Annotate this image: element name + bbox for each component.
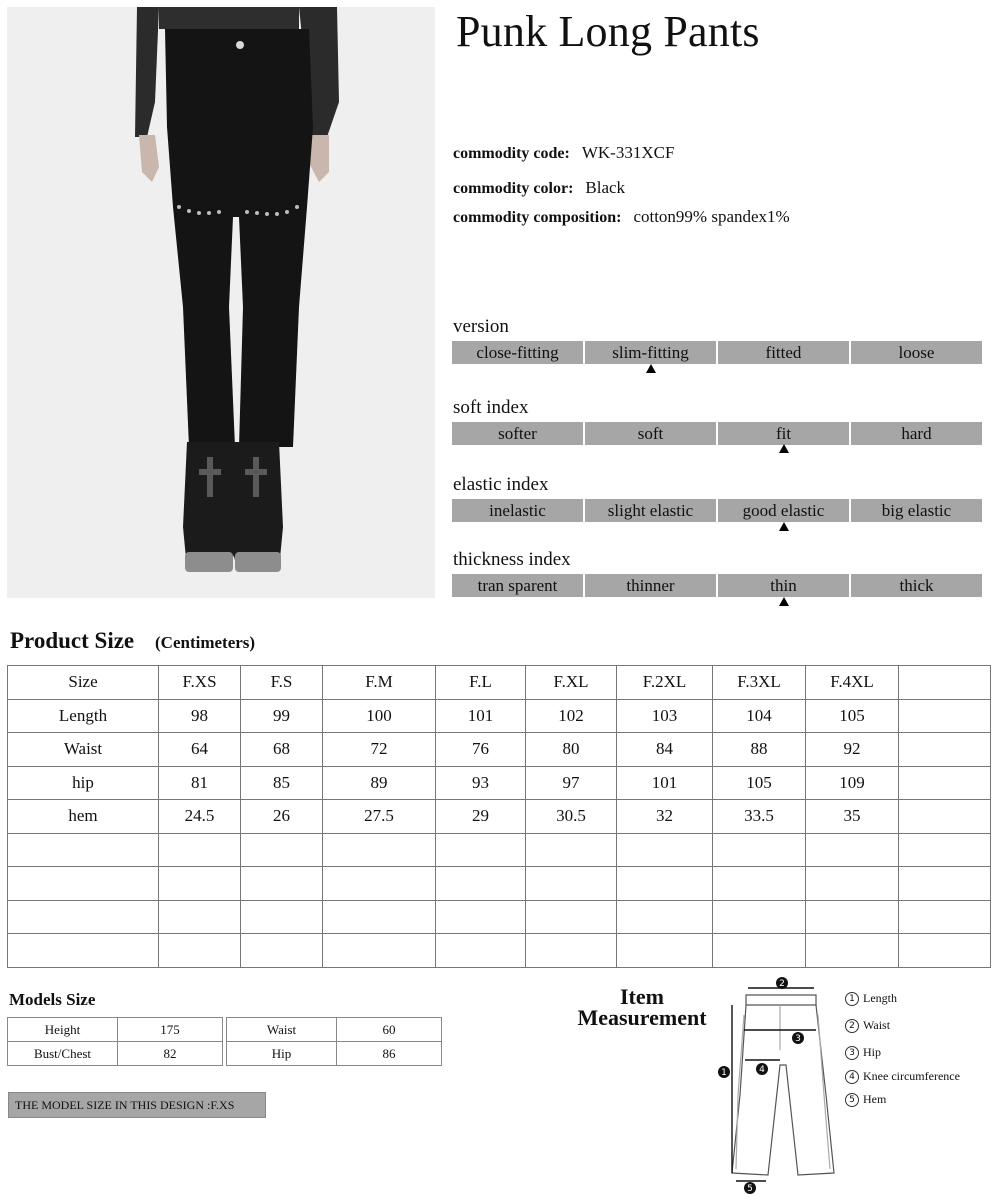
size-value-cell: 93 bbox=[436, 766, 526, 800]
size-header-cell: F.M bbox=[323, 666, 436, 700]
legend-hip bbox=[845, 1045, 881, 1060]
marker-2-number: 2 bbox=[779, 979, 785, 989]
thickness-index-selected-marker bbox=[779, 597, 789, 606]
commodity-color-label: commodity color: bbox=[453, 180, 574, 197]
thickness-index-option: thinner bbox=[585, 574, 716, 597]
size-table-row bbox=[8, 833, 991, 867]
size-table-row bbox=[8, 934, 991, 968]
commodity-code-value: WK-331XCF bbox=[581, 143, 675, 162]
size-header-cell: F.XL bbox=[526, 666, 617, 700]
size-value-cell bbox=[436, 833, 526, 867]
legend-label: Length bbox=[863, 991, 897, 1005]
size-value-cell: 101 bbox=[617, 766, 713, 800]
measurement-markers bbox=[718, 977, 804, 1194]
commodity-composition-value: cotton99% spandex1% bbox=[633, 207, 790, 226]
models-size-row bbox=[227, 1042, 442, 1066]
thickness-index-label: thickness index bbox=[453, 549, 571, 570]
models-size-table-left bbox=[7, 1017, 223, 1066]
size-value-cell bbox=[899, 733, 991, 767]
size-value-cell bbox=[899, 934, 991, 968]
commodity-composition-row bbox=[453, 207, 790, 227]
size-value-cell bbox=[806, 833, 899, 867]
soft-index-option: soft bbox=[585, 422, 716, 445]
product-size-table bbox=[7, 665, 991, 968]
size-value-cell: 97 bbox=[526, 766, 617, 800]
size-row-label: hip bbox=[8, 766, 159, 800]
size-header-row bbox=[8, 666, 991, 700]
commodity-code-label: commodity code: bbox=[453, 145, 570, 162]
product-photo bbox=[7, 7, 435, 598]
size-value-cell bbox=[713, 833, 806, 867]
soft-index-option: softer bbox=[452, 422, 583, 445]
size-value-cell bbox=[323, 900, 436, 934]
version-selected-marker bbox=[646, 364, 656, 373]
size-value-cell bbox=[526, 900, 617, 934]
size-value-cell: 35 bbox=[806, 800, 899, 834]
size-header-cell: F.4XL bbox=[806, 666, 899, 700]
size-value-cell bbox=[806, 934, 899, 968]
soft-index-label: soft index bbox=[453, 397, 529, 418]
size-value-cell: 109 bbox=[806, 766, 899, 800]
soft-index-option: fit bbox=[718, 422, 849, 445]
product-size-table-body bbox=[8, 666, 991, 968]
size-value-cell: 64 bbox=[159, 733, 241, 767]
legend-number-1: 1 bbox=[845, 992, 859, 1006]
size-value-cell bbox=[806, 867, 899, 901]
size-value-cell bbox=[617, 833, 713, 867]
size-table-row bbox=[8, 699, 991, 733]
size-value-cell: 80 bbox=[526, 733, 617, 767]
size-value-cell bbox=[713, 934, 806, 968]
size-value-cell bbox=[436, 867, 526, 901]
commodity-color-row bbox=[453, 178, 625, 198]
legend-waist bbox=[845, 1018, 890, 1033]
size-header-cell: Size bbox=[8, 666, 159, 700]
version-option: slim-fitting bbox=[585, 341, 716, 364]
thickness-index-option: thick bbox=[851, 574, 982, 597]
size-value-cell: 26 bbox=[241, 800, 323, 834]
size-value-cell: 100 bbox=[323, 699, 436, 733]
size-value-cell bbox=[617, 934, 713, 968]
size-value-cell bbox=[241, 833, 323, 867]
size-value-cell: 98 bbox=[159, 699, 241, 733]
models-size-cell: Bust/Chest bbox=[8, 1042, 118, 1066]
size-value-cell: 105 bbox=[713, 766, 806, 800]
size-value-cell bbox=[159, 900, 241, 934]
models-size-cell: Height bbox=[8, 1018, 118, 1042]
size-value-cell bbox=[806, 900, 899, 934]
size-value-cell: 102 bbox=[526, 699, 617, 733]
commodity-code-row bbox=[453, 143, 674, 163]
size-value-cell bbox=[241, 900, 323, 934]
elastic-index-selected-marker bbox=[779, 522, 789, 531]
legend-label: Hip bbox=[863, 1045, 881, 1059]
item-measurement-title-line2: Measurement bbox=[577, 1005, 707, 1030]
size-row-label bbox=[8, 867, 159, 901]
size-value-cell: 92 bbox=[806, 733, 899, 767]
size-value-cell: 68 bbox=[241, 733, 323, 767]
size-row-label bbox=[8, 833, 159, 867]
legend-label: Knee circumference bbox=[863, 1069, 960, 1083]
models-size-row bbox=[8, 1018, 223, 1042]
size-value-cell: 84 bbox=[617, 733, 713, 767]
soft-index-scale bbox=[452, 422, 982, 445]
legend-knee-circumference bbox=[845, 1069, 960, 1084]
size-value-cell: 32 bbox=[617, 800, 713, 834]
product-title: Punk Long Pants bbox=[456, 7, 760, 56]
size-value-cell bbox=[159, 934, 241, 968]
elastic-index-label: elastic index bbox=[453, 474, 549, 495]
size-value-cell: 99 bbox=[241, 699, 323, 733]
size-table-row bbox=[8, 800, 991, 834]
size-value-cell bbox=[526, 867, 617, 901]
elastic-index-scale bbox=[452, 499, 982, 522]
models-size-title: Models Size bbox=[9, 990, 96, 1009]
size-row-label: Length bbox=[8, 699, 159, 733]
size-value-cell: 76 bbox=[436, 733, 526, 767]
elastic-index-option: slight elastic bbox=[585, 499, 716, 522]
size-value-cell bbox=[436, 900, 526, 934]
size-value-cell bbox=[899, 833, 991, 867]
item-measurement-title-line1: Item bbox=[620, 984, 664, 1009]
marker-3-number: 3 bbox=[795, 1034, 801, 1044]
size-value-cell: 30.5 bbox=[526, 800, 617, 834]
legend-label: Waist bbox=[863, 1018, 891, 1032]
size-header-cell: F.3XL bbox=[713, 666, 806, 700]
size-value-cell bbox=[899, 800, 991, 834]
model-wearing-pants-image bbox=[7, 7, 435, 598]
size-value-cell: 81 bbox=[159, 766, 241, 800]
size-value-cell: 88 bbox=[713, 733, 806, 767]
size-value-cell: 29 bbox=[436, 800, 526, 834]
size-table-row bbox=[8, 900, 991, 934]
models-size-cell: 175 bbox=[118, 1018, 223, 1042]
size-header-cell: F.XS bbox=[159, 666, 241, 700]
legend-hem bbox=[845, 1092, 886, 1107]
version-scale bbox=[452, 341, 982, 364]
size-value-cell bbox=[323, 867, 436, 901]
size-header-cell: F.S bbox=[241, 666, 323, 700]
product-size-title: Product Size bbox=[10, 628, 135, 653]
models-size-cell: 82 bbox=[118, 1042, 223, 1066]
size-value-cell bbox=[159, 867, 241, 901]
model-size-note: THE MODEL SIZE IN THIS DESIGN :F.XS bbox=[8, 1092, 266, 1118]
size-value-cell: 104 bbox=[713, 699, 806, 733]
size-value-cell bbox=[241, 867, 323, 901]
legend-length bbox=[845, 991, 897, 1006]
version-option: close-fitting bbox=[452, 341, 583, 364]
size-value-cell: 101 bbox=[436, 699, 526, 733]
size-value-cell: 85 bbox=[241, 766, 323, 800]
size-value-cell bbox=[617, 867, 713, 901]
legend-number-4: 4 bbox=[845, 1070, 859, 1084]
models-size-row bbox=[227, 1018, 442, 1042]
size-header-cell bbox=[899, 666, 991, 700]
models-size-table-right bbox=[226, 1017, 442, 1066]
pants-measurement-diagram bbox=[710, 975, 840, 1197]
models-size-row bbox=[8, 1042, 223, 1066]
size-value-cell: 105 bbox=[806, 699, 899, 733]
size-value-cell bbox=[323, 833, 436, 867]
size-value-cell bbox=[159, 833, 241, 867]
size-value-cell: 27.5 bbox=[323, 800, 436, 834]
legend-number-3: 3 bbox=[845, 1046, 859, 1060]
size-row-label: Waist bbox=[8, 733, 159, 767]
marker-5-number: 5 bbox=[747, 1184, 753, 1194]
size-value-cell: 103 bbox=[617, 699, 713, 733]
size-value-cell: 89 bbox=[323, 766, 436, 800]
models-size-cell: 86 bbox=[337, 1042, 442, 1066]
product-size-unit: (Centimeters) bbox=[155, 633, 256, 652]
models-size-cell: 60 bbox=[337, 1018, 442, 1042]
size-table-row bbox=[8, 733, 991, 767]
item-measurement-title bbox=[564, 986, 720, 1028]
elastic-index-option: good elastic bbox=[718, 499, 849, 522]
version-label: version bbox=[453, 316, 509, 337]
size-value-cell bbox=[436, 934, 526, 968]
size-row-label bbox=[8, 934, 159, 968]
size-value-cell bbox=[526, 833, 617, 867]
size-header-cell: F.2XL bbox=[617, 666, 713, 700]
version-option: fitted bbox=[718, 341, 849, 364]
thickness-index-option: thin bbox=[718, 574, 849, 597]
legend-number-5: 5 bbox=[845, 1093, 859, 1107]
size-value-cell bbox=[241, 934, 323, 968]
size-header-cell: F.L bbox=[436, 666, 526, 700]
marker-4-number: 4 bbox=[759, 1065, 765, 1075]
size-value-cell bbox=[713, 867, 806, 901]
size-row-label: hem bbox=[8, 800, 159, 834]
size-value-cell bbox=[713, 900, 806, 934]
soft-index-selected-marker bbox=[779, 444, 789, 453]
models-size-cell: Waist bbox=[227, 1018, 337, 1042]
soft-index-option: hard bbox=[851, 422, 982, 445]
size-value-cell: 24.5 bbox=[159, 800, 241, 834]
models-size-cell: Hip bbox=[227, 1042, 337, 1066]
size-row-label bbox=[8, 900, 159, 934]
thickness-index-scale bbox=[452, 574, 982, 597]
size-value-cell bbox=[899, 900, 991, 934]
commodity-color-value: Black bbox=[585, 178, 626, 197]
marker-1-number: 1 bbox=[721, 1068, 727, 1078]
size-value-cell bbox=[899, 699, 991, 733]
size-value-cell bbox=[617, 900, 713, 934]
size-value-cell bbox=[899, 867, 991, 901]
size-value-cell: 72 bbox=[323, 733, 436, 767]
size-value-cell bbox=[526, 934, 617, 968]
commodity-composition-label: commodity composition: bbox=[453, 209, 622, 226]
version-option: loose bbox=[851, 341, 982, 364]
legend-number-2: 2 bbox=[845, 1019, 859, 1033]
size-table-row bbox=[8, 766, 991, 800]
elastic-index-option: big elastic bbox=[851, 499, 982, 522]
size-table-row bbox=[8, 867, 991, 901]
thickness-index-option: tran sparent bbox=[452, 574, 583, 597]
legend-label: Hem bbox=[863, 1092, 887, 1106]
size-value-cell: 33.5 bbox=[713, 800, 806, 834]
elastic-index-option: inelastic bbox=[452, 499, 583, 522]
size-value-cell bbox=[323, 934, 436, 968]
size-value-cell bbox=[899, 766, 991, 800]
